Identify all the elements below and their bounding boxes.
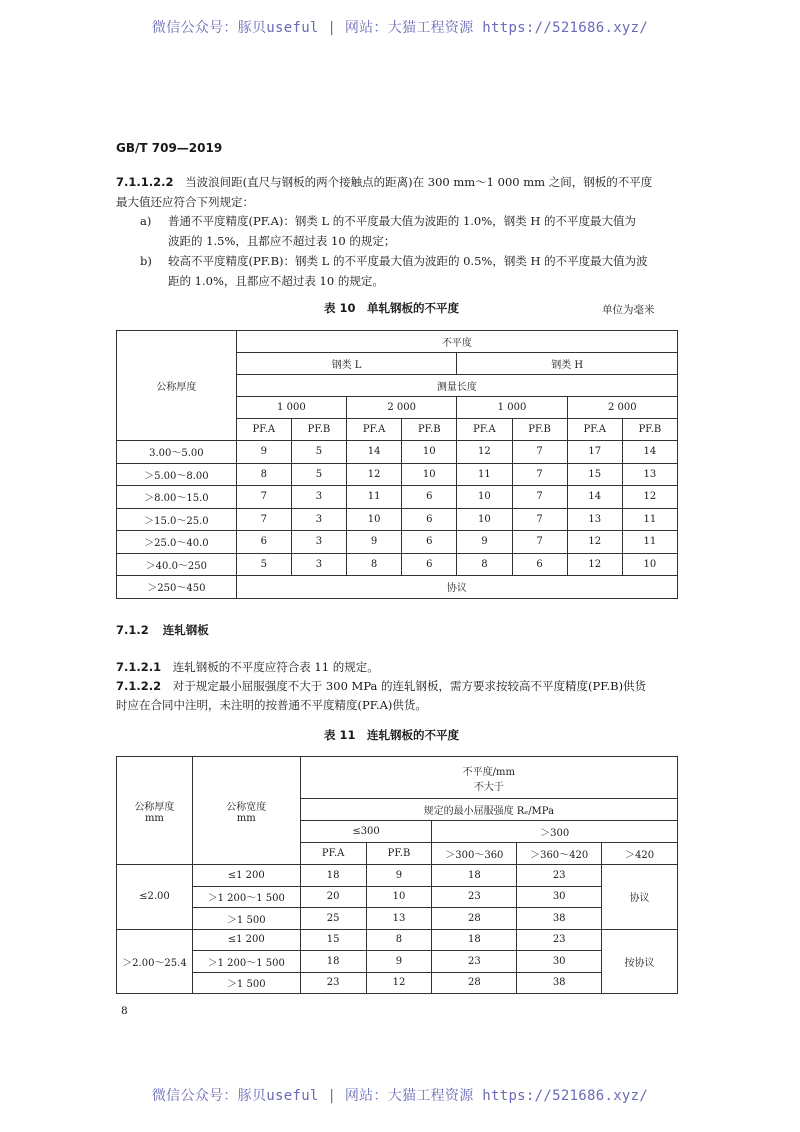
table-cell: 28	[432, 972, 517, 994]
table-row	[117, 908, 678, 930]
table-cell: 6	[402, 508, 457, 531]
table-cell: ＞15.0～25.0	[117, 508, 237, 531]
table10-header-pf: PF.B	[622, 419, 677, 441]
table-cell: 12	[366, 972, 432, 994]
table-cell: 9	[366, 865, 432, 887]
table-cell: 13	[567, 508, 622, 531]
table-cell: ＞250～450	[117, 576, 237, 599]
table-cell: 5	[291, 441, 346, 464]
table10-unit: 单位为毫米	[602, 304, 655, 316]
section-title: 连轧钢板	[162, 623, 209, 637]
clause-7-1-1-2-2-line2: 最大值还应符合下列规定：	[116, 195, 254, 209]
table10-header-thickness: 公称厚度	[117, 331, 237, 441]
table-cell: 10	[347, 508, 402, 531]
table-cell: 8	[347, 553, 402, 576]
table10-header-len: 1 000	[457, 397, 567, 419]
standard-number: GB/T 709—2019	[116, 141, 223, 155]
table-cell: 28	[432, 908, 517, 930]
table-row	[117, 865, 678, 887]
table-cell: 12	[567, 531, 622, 554]
table-row	[117, 531, 678, 554]
table-cell: 14	[347, 441, 402, 464]
table11-header-thickness-unit: mm	[144, 812, 164, 824]
item-b-line2: 距的 1.0%，且都应不超过表 10 的规定。	[168, 274, 384, 288]
table-cell: 按协议	[602, 929, 678, 994]
table-cell: 8	[366, 929, 432, 951]
table-cell: 8	[457, 553, 512, 576]
table-row	[117, 929, 678, 951]
table-row	[117, 508, 678, 531]
table-row	[117, 441, 678, 464]
item-a-label: a)	[140, 214, 152, 228]
table-row	[117, 553, 678, 576]
table-cell: 10	[366, 886, 432, 908]
table11	[116, 756, 678, 994]
table-cell: 11	[622, 508, 677, 531]
table11-header-gt420: ＞420	[602, 843, 678, 865]
table11-header-gt300: ＞300	[432, 821, 678, 843]
table-cell: 38	[517, 908, 602, 930]
table-cell: 15	[567, 463, 622, 486]
table10-header-pf: PF.B	[512, 419, 567, 441]
table-cell: 12	[567, 553, 622, 576]
table-cell: 6	[402, 553, 457, 576]
item-a-line2: 波距的 1.5%，且都应不超过表 10 的规定；	[168, 234, 396, 248]
table10-caption: 表 10 单轧钢板的不平度	[324, 301, 460, 315]
table11-header-width	[192, 757, 300, 865]
table11-header-360-420: ＞360～420	[517, 843, 602, 865]
table-cell: 38	[517, 972, 602, 994]
table-cell: 10	[622, 553, 677, 576]
clause-7-1-2-2-line2: 时应在合同中注明，未注明的按普通不平度精度(PF.A)供货。	[116, 698, 427, 712]
table-cell: ＞1 200～1 500	[192, 886, 300, 908]
table-cell: 3	[291, 486, 346, 509]
table-cell: 6	[512, 553, 567, 576]
table-cell: 7	[512, 508, 567, 531]
table-cell: 11	[622, 531, 677, 554]
table10-header-pf: PF.B	[291, 419, 346, 441]
table-cell: ＞25.0～40.0	[117, 531, 237, 554]
section-7-1-2-heading	[116, 620, 209, 640]
watermark-bottom: 微信公众号：豚贝useful | 网站：大猫工程资源 https://521686.xyz/	[151, 1088, 649, 1104]
table-row	[117, 486, 678, 509]
table-cell: 14	[567, 486, 622, 509]
table-cell: 7	[512, 441, 567, 464]
table10-header-length: 测量长度	[236, 375, 677, 397]
table-cell: 7	[512, 486, 567, 509]
table11-header-pfb: PF.B	[366, 843, 432, 865]
table-row	[117, 886, 678, 908]
table-cell: 5	[291, 463, 346, 486]
table-cell: 7	[236, 508, 291, 531]
section-number: 7.1.2	[116, 623, 149, 637]
table-cell: 23	[432, 951, 517, 973]
table11-header-300-360: ＞300～360	[432, 843, 517, 865]
table-cell: 7	[236, 486, 291, 509]
table10-header-len: 2 000	[347, 397, 457, 419]
table-cell: ＞1 500	[192, 908, 300, 930]
clause-text: 连轧钢板的不平度应符合表 11 的规定。	[172, 660, 379, 674]
table-cell: 12	[622, 486, 677, 509]
table10-header-pf: PF.A	[236, 419, 291, 441]
table10-header-steel-l: 钢类 L	[236, 353, 457, 375]
table11-header-flatness-line1: 不平度/mm	[462, 766, 515, 778]
table-cell: 7	[512, 531, 567, 554]
table-cell: 11	[457, 463, 512, 486]
table-cell: 10	[402, 463, 457, 486]
table-cell: 9	[366, 951, 432, 973]
table-cell: 20	[300, 886, 366, 908]
table-cell: ≤1 200	[192, 929, 300, 951]
table-cell: ≤1 200	[192, 865, 300, 887]
table-cell: 25	[300, 908, 366, 930]
table11-header-width-label: 公称宽度	[226, 801, 267, 813]
table-cell: 10	[457, 508, 512, 531]
table-cell: 6	[402, 531, 457, 554]
clause-7-1-1-2-2-line1	[116, 172, 652, 192]
table10-header-pf: PF.A	[457, 419, 512, 441]
table-cell: ＞1 500	[192, 972, 300, 994]
clause-text: 当波浪间距(直尺与钢板的两个接触点的距离)在 300 mm～1 000 mm 之间，钢板的不平度	[185, 175, 653, 189]
table-cell: 9	[457, 531, 512, 554]
table-cell: 23	[300, 972, 366, 994]
table-cell: 11	[347, 486, 402, 509]
table11-header-width-unit: mm	[236, 812, 256, 824]
item-a-line1: 普通不平度精度(PF.A)：钢类 L 的不平度最大值为波距的 1.0%，钢类 H 的不平度最大值为	[168, 214, 637, 228]
item-b-line1: 较高不平度精度(PF.B)：钢类 L 的不平度最大值为波距的 0.5%，钢类 H 的不平度最大值为波	[168, 254, 648, 268]
table-row	[117, 951, 678, 973]
table-cell: 协议	[236, 576, 677, 599]
table-cell: ＞8.00～15.0	[117, 486, 237, 509]
table11-header-flatness	[300, 757, 677, 799]
clause-7-1-2-1	[116, 657, 379, 677]
table10-header-pf: PF.B	[402, 419, 457, 441]
table11-header-pfa: PF.A	[300, 843, 366, 865]
table-cell: ＞2.00～25.4	[117, 929, 193, 994]
clause-number: 7.1.1.2.2	[116, 175, 174, 189]
table-row	[117, 463, 678, 486]
table-cell: 13	[622, 463, 677, 486]
watermark-top: 微信公众号：豚贝useful | 网站：大猫工程资源 https://521686.xyz/	[151, 20, 649, 36]
table-cell: 协议	[602, 865, 678, 930]
table-cell: 10	[402, 441, 457, 464]
table11-header-thickness-label: 公称厚度	[134, 801, 175, 813]
table-cell: 9	[347, 531, 402, 554]
table10-header-len: 1 000	[236, 397, 346, 419]
table-cell: ＞5.00～8.00	[117, 463, 237, 486]
table10-header-pf: PF.A	[567, 419, 622, 441]
table-cell: 18	[300, 865, 366, 887]
clause-number: 7.1.2.1	[116, 660, 162, 674]
table11-header-thickness	[117, 757, 193, 865]
table-cell: 12	[347, 463, 402, 486]
table-cell: 18	[432, 929, 517, 951]
table-cell: 6	[402, 486, 457, 509]
table-cell: 9	[236, 441, 291, 464]
table-cell: 8	[236, 463, 291, 486]
table-cell: 23	[517, 865, 602, 887]
clause-text: 对于规定最小屈服强度不大于 300 MPa 的连轧钢板，需方要求按较高不平度精度(PF.B)供货	[172, 679, 647, 693]
table-cell: 3	[291, 553, 346, 576]
table-cell: 30	[517, 886, 602, 908]
table-cell: 30	[517, 951, 602, 973]
table11-header-yield: 规定的最小屈服强度 Rₑ/MPa	[300, 799, 677, 821]
table11-header-flatness-line2: 不大于	[473, 781, 504, 793]
table-cell: 3	[291, 508, 346, 531]
table-cell: 5	[236, 553, 291, 576]
table-cell: 3.00～5.00	[117, 441, 237, 464]
table11-caption: 表 11 连轧钢板的不平度	[324, 728, 460, 742]
table10-header-steel-h: 钢类 H	[457, 353, 678, 375]
table10-header-len: 2 000	[567, 397, 677, 419]
table-cell: 17	[567, 441, 622, 464]
item-b-label: b)	[140, 254, 152, 268]
table11-header-le300: ≤300	[300, 821, 432, 843]
page-number: 8	[121, 1005, 128, 1017]
clause-7-1-2-2-line1	[116, 676, 646, 696]
table-cell: 6	[236, 531, 291, 554]
table10-header-flatness: 不平度	[236, 331, 677, 353]
table-cell: 13	[366, 908, 432, 930]
clause-number: 7.1.2.2	[116, 679, 162, 693]
table-cell: ≤2.00	[117, 865, 193, 930]
table-row	[117, 972, 678, 994]
table-cell: ＞1 200～1 500	[192, 951, 300, 973]
table-cell: 12	[457, 441, 512, 464]
table-cell: 23	[517, 929, 602, 951]
table10	[116, 330, 678, 599]
table-cell: ＞40.0～250	[117, 553, 237, 576]
table-cell: 7	[512, 463, 567, 486]
table-cell: 15	[300, 929, 366, 951]
table-cell: 10	[457, 486, 512, 509]
table-row	[117, 576, 678, 599]
table-cell: 23	[432, 886, 517, 908]
table-cell: 14	[622, 441, 677, 464]
table-cell: 18	[300, 951, 366, 973]
table10-header-pf: PF.A	[347, 419, 402, 441]
table-cell: 18	[432, 865, 517, 887]
table-cell: 3	[291, 531, 346, 554]
